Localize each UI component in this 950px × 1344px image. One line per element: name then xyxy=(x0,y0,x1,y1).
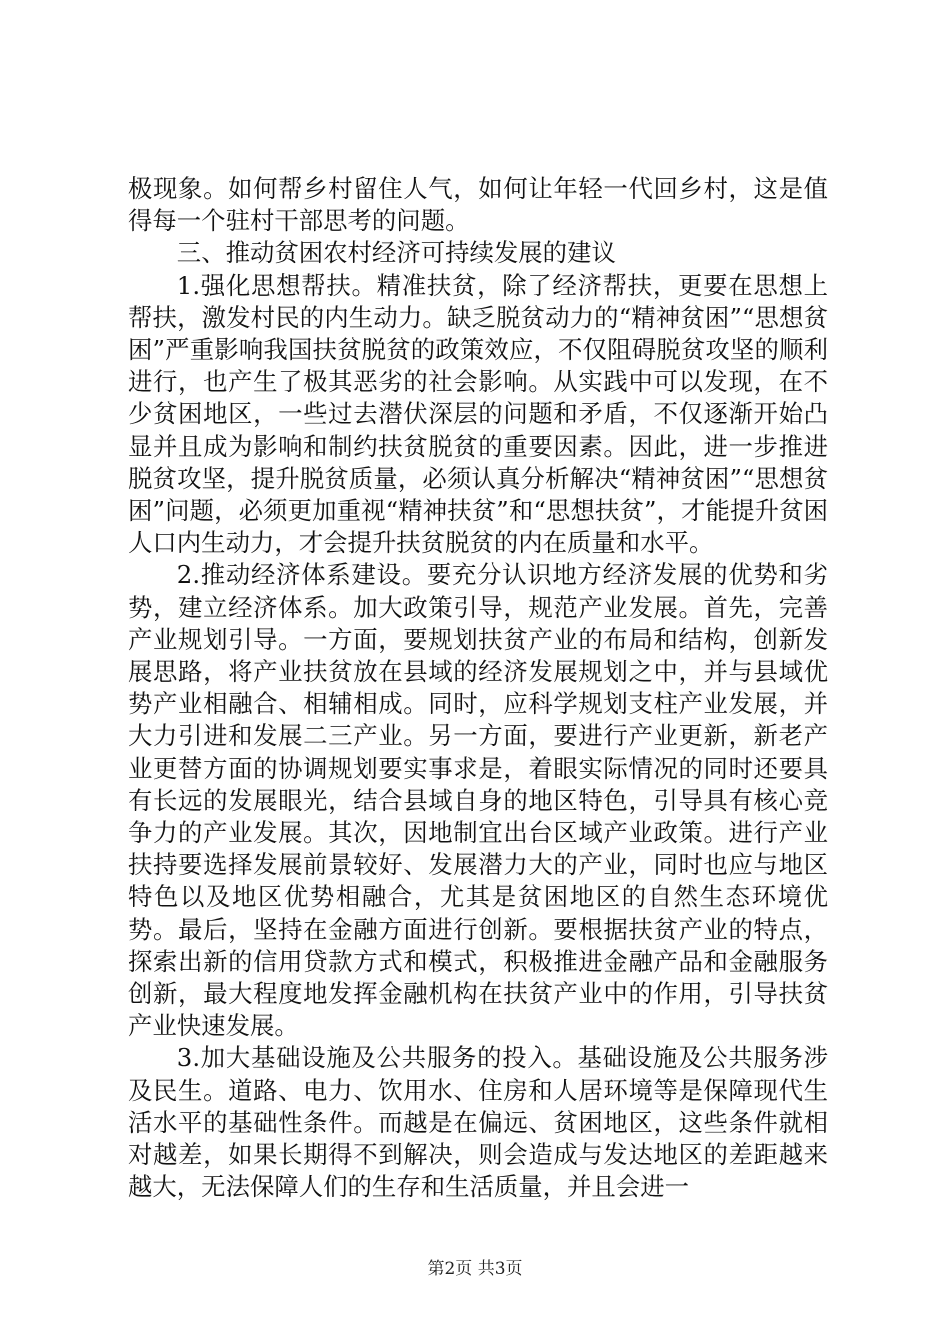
paragraph-economic-system: 2.推动经济体系建设。要充分认识地方经济发展的优势和劣势，建立经济体系。加大政策引导，规范产业发展。首先，完善产业规划引导。一方面，要规划扶贫产业的布局和结构，创新发展思路，将产业扶贫放在县域的经济发展规划之中，并与县域优势产业相融合、相辅相成。同时，应科学规划支柱产业发展，并大力引进和发展二三产业。另一方面，要进行产业更新，新老产业更替方面的协调规划要实事求是，着眼实际情况的同时还要具有长远的发展眼光，结合县域自身的地区特色，引导具有核心竞争力的产业发展。其次，因地制宜出台区域产业政策。进行产业扶持要选择发展前景较好、发展潜力大的产业，同时也应与地区特色以及地区优势相融合，尤其是贫困地区的自然生态环境优势。最后，坚持在金融方面进行创新。要根据扶贫产业的特点，探索出新的信用贷款方式和模式，积极推进金融产品和金融服务创新，最大程度地发挥金融机构在扶贫产业中的作用，引导扶贫产业快速发展。 xyxy=(128,560,828,1041)
paragraph-infrastructure: 3.加大基础设施及公共服务的投入。基础设施及公共服务涉及民生。道路、电力、饮用水、住房和人居环境等是保障现代生活水平的基础性条件。而越是在偏远、贫困地区，这些条件就相对越差，如果长期得不到解决，则会造成与发达地区的差距越来越大，无法保障人们的生存和生活质量，并且会进一 xyxy=(128,1043,828,1202)
page-footer: 第2页 共3页 xyxy=(427,1259,523,1279)
paragraph-continuation: 极现象。如何帮乡村留住人气，如何让年轻一代回乡村，这是值得每一个驻村干部思考的问题。 xyxy=(128,174,828,236)
document-body xyxy=(128,173,828,1204)
section-heading: 三、推动贫困农村经济可持续发展的建议 xyxy=(176,238,616,268)
paragraph-thought-support: 1.强化思想帮扶。精准扶贫，除了经济帮扶，更要在思想上帮扶，激发村民的内生动力。缺乏脱贫动力的“精神贫困”“思想贫困”严重影响我国扶贫脱贫的政策效应，不仅阻碍脱贫攻坚的顺利进行，也产生了极其恶劣的社会影响。从实践中可以发现，在不少贫困地区，一些过去潜伏深层的问题和矛盾，不仅逐渐开始凸显并且成为影响和制约扶贫脱贫的重要因素。因此，进一步推进脱贫攻坚，提升脱贫质量，必须认真分析解决“精神贫困”“思想贫困”问题，必须更加重视“精神扶贫”和“思想扶贫”，才能提升贫困人口内生动力，才会提升扶贫脱贫的内在质量和水平。 xyxy=(128,270,828,558)
